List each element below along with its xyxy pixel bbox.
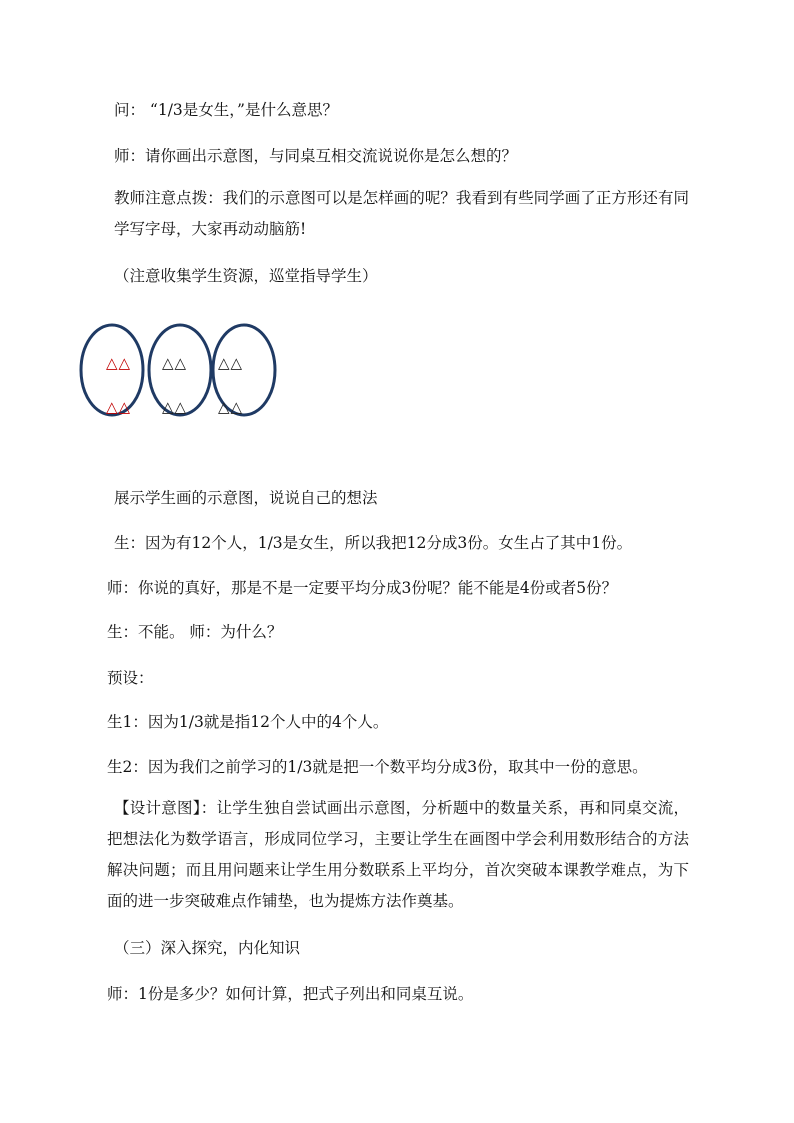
- question-line: 问： “1/3是女生，”是什么意思？: [114, 101, 338, 119]
- preset-answer-2: 生2：因为我们之前学习的1/3就是把一个数平均分成3份，取其中一份的意思。: [107, 758, 648, 776]
- group-2-top-triangles: △△: [162, 354, 188, 372]
- grouping-diagram: [78, 322, 282, 422]
- group-1-bottom-triangles: △△: [106, 398, 132, 416]
- design-intent-paragraph: 【设计意图】：让学生独自尝试画出示意图，分析题中的数量关系，再和同桌交流，把想法化为数学语言，形成同位学习，主要让学生在画图中学会利用数形结合的方法解决问题；而且用问题来让学生用分数联系上平均分，首次突破本课教学难点，为下面的进一步突破难点作铺垫，也为提炼方法作奠基。: [107, 799, 689, 910]
- student-answer-line: 生：因为有12个人，1/3是女生，所以我把12分成3份。女生占了其中1份。: [114, 534, 633, 552]
- group-1-top-triangles: △△: [106, 354, 132, 372]
- preset-label: 预设：: [107, 669, 154, 687]
- note-line: （注意收集学生资源，巡堂指导学生）: [114, 267, 378, 285]
- group-2-bottom-triangles: △△: [162, 398, 188, 416]
- teacher-followup-line: 师：你说的真好，那是不是一定要平均分成3份呢？能不能是4份或者5份？: [107, 579, 618, 597]
- group-3-bottom-triangles: △△: [218, 398, 244, 416]
- group-3-top-triangles: △△: [218, 354, 244, 372]
- section-heading: （三）深入探究，内化知识: [114, 939, 301, 957]
- teacher-prompt-line: 师：请你画出示意图，与同桌互相交流说说你是怎么想的？: [114, 147, 518, 165]
- preset-answer-1: 生1：因为1/3就是指12个人中的4个人。: [107, 713, 389, 731]
- student-reply-line: 生：不能。 师：为什么？: [107, 623, 283, 641]
- show-drawing-line: 展示学生画的示意图，说说自己的想法: [114, 489, 378, 507]
- teacher-hint-paragraph: 教师注意点拨：我们的示意图可以是怎样画的呢？我看到有些同学画了正方形还有同学写字母，大家再动动脑筋!: [114, 189, 689, 238]
- teacher-question-line: 师：1份是多少？如何计算，把式子列出和同桌互说。: [107, 985, 474, 1003]
